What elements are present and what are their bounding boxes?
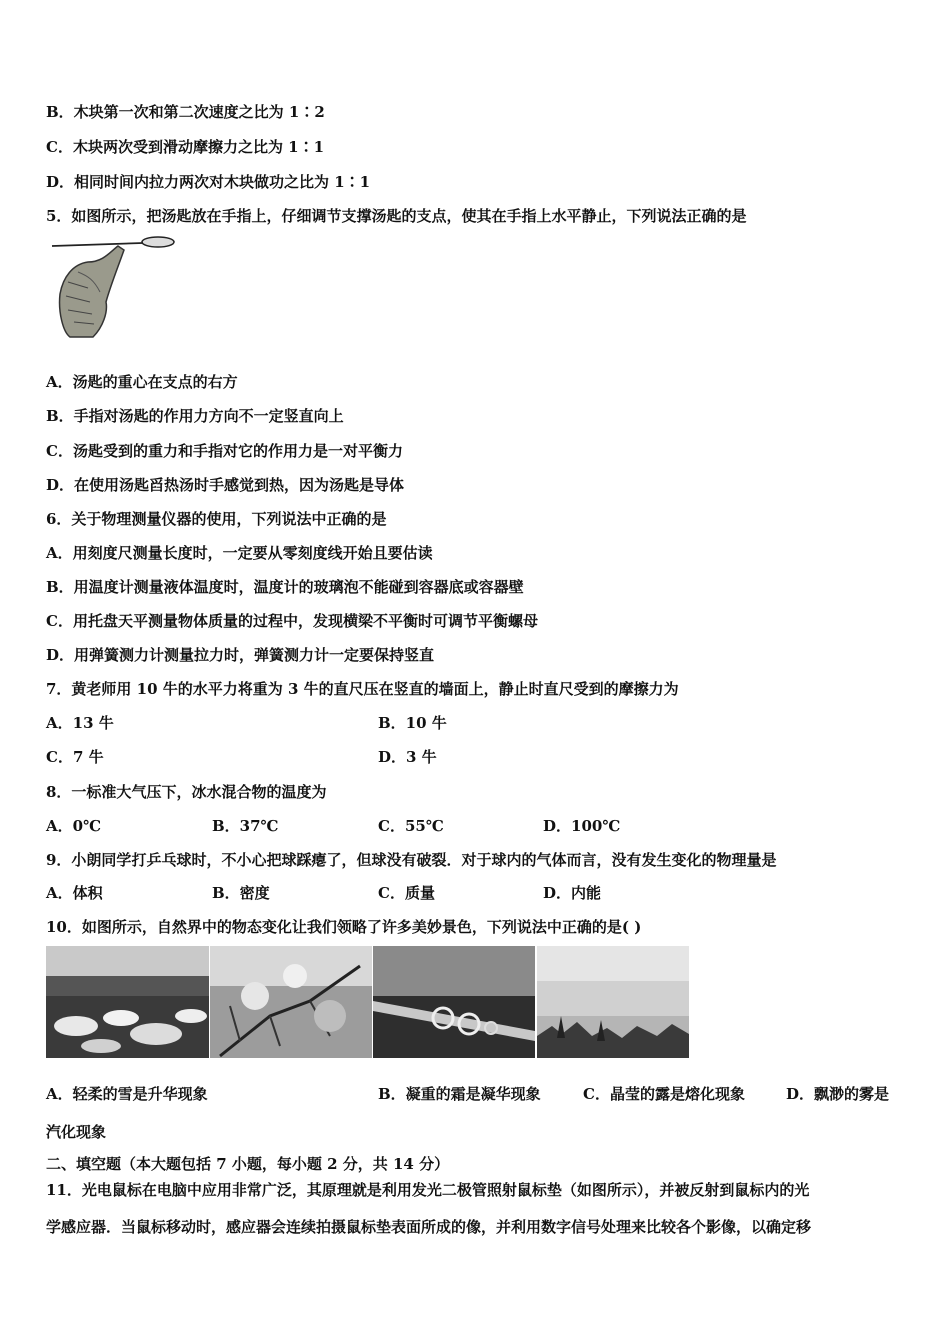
q7-option-d: D．3 牛 bbox=[378, 748, 437, 766]
q5-option-b: B．手指对汤匙的作用力方向不一定竖直向上 bbox=[46, 407, 344, 425]
q5-option-d: D．在使用汤匙舀热汤时手感觉到热，因为汤匙是导体 bbox=[46, 476, 405, 494]
hand-spoon-icon bbox=[48, 232, 178, 340]
q5-option-a: A．汤匙的重心在支点的右方 bbox=[46, 373, 238, 391]
q6-option-b: B．用温度计测量液体温度时，温度计的玻璃泡不能碰到容器底或容器壁 bbox=[46, 578, 524, 596]
q6-option-c: C．用托盘天平测量物体质量的过程中，发现横梁不平衡时可调节平衡螺母 bbox=[46, 612, 538, 630]
q11-line-1: 11．光电鼠标在电脑中应用非常广泛，其原理就是利用发光二极管照射鼠标垫（如图所示），并被反射到鼠标内的光 bbox=[46, 1181, 810, 1199]
q4-option-d: D．相同时间内拉力两次对木块做功之比为 1∶1 bbox=[46, 173, 371, 191]
q8-stem: 8．一标准大气压下，冰水混合物的温度为 bbox=[46, 783, 327, 801]
q8-option-a: A．0℃ bbox=[46, 817, 102, 835]
q9-option-b: B．密度 bbox=[212, 884, 270, 902]
q8-option-d: D．100℃ bbox=[543, 817, 621, 835]
q8-option-b: B．37℃ bbox=[212, 817, 279, 835]
snow-photo-icon bbox=[46, 946, 209, 1058]
q5-stem: 5．如图所示，把汤匙放在手指上，仔细调节支撑汤匙的支点，使其在手指上水平静止，下列说法正确的是 bbox=[46, 207, 747, 225]
q7-stem: 7．黄老师用 10 牛的水平力将重为 3 牛的直尺压在竖直的墙面上，静止时直尺受到的摩擦力为 bbox=[46, 680, 679, 698]
q6-option-a: A．用刻度尺测量长度时，一定要从零刻度线开始且要估读 bbox=[46, 544, 433, 562]
section-title: 二、填空题（本大题包括 7 小题，每小题 2 分，共 14 分） bbox=[46, 1155, 450, 1173]
q5-option-c: C．汤匙受到的重力和手指对它的作用力是一对平衡力 bbox=[46, 442, 403, 460]
q9-option-d: D．内能 bbox=[543, 884, 602, 902]
q8-option-c: C．55℃ bbox=[378, 817, 444, 835]
q4-option-b: B．木块第一次和第二次速度之比为 1∶2 bbox=[46, 103, 325, 121]
q7-option-a: A．13 牛 bbox=[46, 714, 114, 732]
q7-option-b: B．10 牛 bbox=[378, 714, 447, 732]
q10-option-b: B．凝重的霜是凝华现象 bbox=[378, 1085, 541, 1103]
q10-stem: 10．如图所示，自然界中的物态变化让我们领略了许多美妙景色，下列说法中正确的是( ) bbox=[46, 918, 642, 936]
fog-photo-icon bbox=[537, 946, 689, 1058]
dew-photo-icon bbox=[373, 946, 535, 1058]
q9-stem: 9．小朗同学打乒乓球时，不小心把球踩瘪了，但球没有破裂．对于球内的气体而言，没有发生变化的物理量是 bbox=[46, 851, 777, 869]
q10-option-d: D．飘渺的雾是 bbox=[786, 1085, 890, 1103]
q10-option-d-continued: 汽化现象 bbox=[46, 1123, 107, 1141]
q4-option-c: C．木块两次受到滑动摩擦力之比为 1∶1 bbox=[46, 138, 325, 156]
q10-option-a: A．轻柔的雪是升华现象 bbox=[46, 1085, 208, 1103]
q10-option-c: C．晶莹的露是熔化现象 bbox=[583, 1085, 745, 1103]
q6-option-d: D．用弹簧测力计测量拉力时，弹簧测力计一定要保持竖直 bbox=[46, 646, 435, 664]
q9-option-c: C．质量 bbox=[378, 884, 435, 902]
q7-option-c: C．7 牛 bbox=[46, 748, 104, 766]
q11-line-2: 学感应器．当鼠标移动时，感应器会连续拍摄鼠标垫表面所成的像，并利用数字信号处理来比较各个影像，以确定移 bbox=[46, 1218, 812, 1236]
q9-option-a: A．体积 bbox=[46, 884, 103, 902]
frost-photo-icon bbox=[210, 946, 372, 1058]
q6-stem: 6．关于物理测量仪器的使用，下列说法中正确的是 bbox=[46, 510, 387, 528]
